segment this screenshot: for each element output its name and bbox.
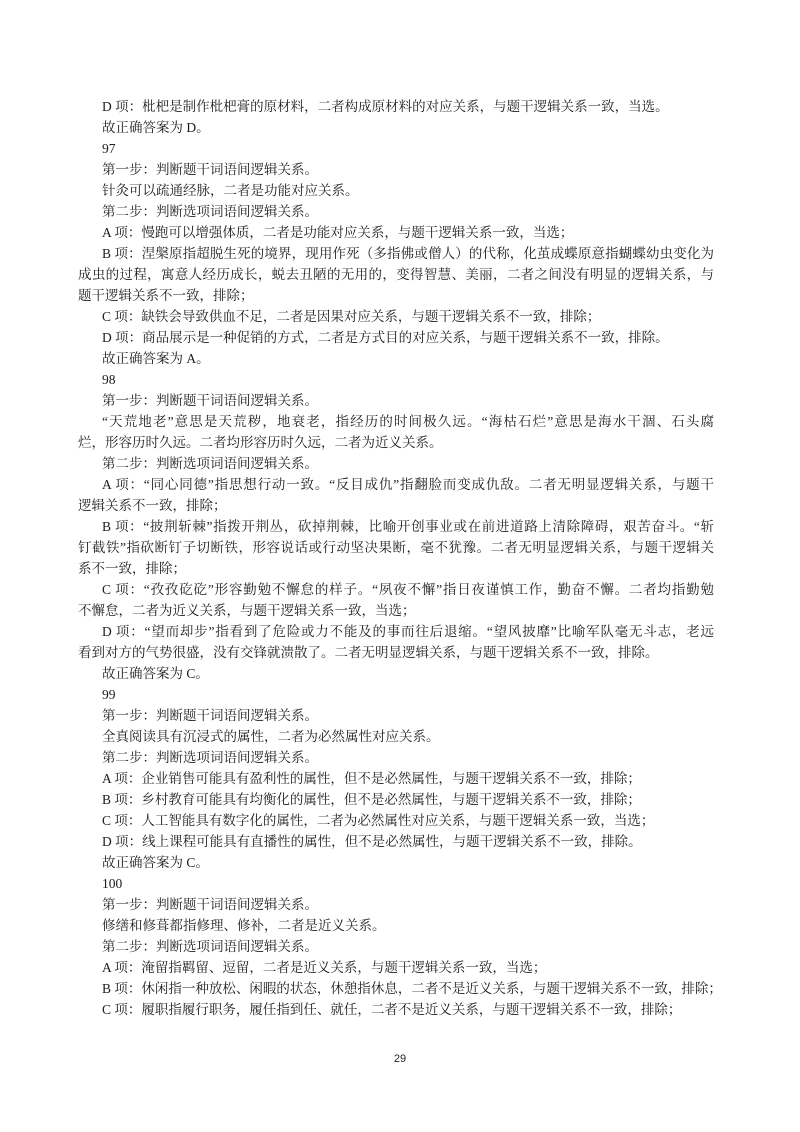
paragraph: [78, 663, 714, 684]
text-line: A 项：慢跑可以增强体质，二者是功能对应关系，与题干逻辑关系一致，当选；: [102, 225, 574, 240]
question-number: 98: [102, 372, 116, 387]
paragraph: [78, 957, 714, 978]
paragraph: [78, 96, 714, 117]
text-line: C 项：“孜孜矻矻”形容勤勉不懈怠的样子。“夙夜不懈”指日夜谨慎工作，勤奋不懈。二者均指勤勉: [102, 582, 714, 597]
text-line: 题干逻辑关系不一致，排除；: [78, 288, 254, 303]
question-block: [78, 684, 714, 873]
paragraph: [78, 117, 714, 138]
text-line: D 项：枇杷是制作枇杷膏的原材料，二者构成原材料的对应关系，与题干逻辑关系一致，当选。: [102, 99, 669, 114]
text-line: 成虫的过程，寓意人经历成长，蜕去丑陋的无用的，变得智慧、美丽，二者之间没有明显的逻辑关系，与: [78, 267, 714, 282]
text-line: 故正确答案为 A。: [102, 351, 210, 366]
paragraph: [78, 180, 714, 201]
question-number: 97: [102, 141, 116, 156]
paragraph: [78, 327, 714, 348]
text-line: B 项：涅槃原指超脱生死的境界，现用作死（多指佛或僧人）的代称，化茧成蝶原意指蝴蝶幼虫变化为: [102, 246, 714, 261]
text-line: 故正确答案为 C。: [102, 666, 209, 681]
paragraph: [78, 768, 714, 789]
paragraph: [78, 747, 714, 768]
text-line: 不懈怠，二者为近义关系，与题干逻辑关系一致，当选；: [78, 603, 416, 618]
paragraph: [78, 222, 714, 243]
text-line: C 项：缺铁会导致供血不足，二者是因果对应关系，与题干逻辑关系不一致，排除；: [102, 309, 601, 324]
text-line: C 项：人工智能具有数字化的属性，二者为必然属性对应关系，与题干逻辑关系一致，当选；: [102, 813, 655, 828]
text-line: 逻辑关系不一致，排除；: [78, 498, 227, 513]
paragraph: [78, 831, 714, 852]
text-line: 故正确答案为 C。: [102, 855, 209, 870]
text-line: 系不一致，排除；: [78, 561, 186, 576]
paragraph: [78, 852, 714, 873]
paragraph: [78, 579, 714, 621]
paragraph: [78, 390, 714, 411]
paragraph: [78, 201, 714, 222]
text-line: 看到对方的气势很盛，没有交锋就溃散了。二者无明显逻辑关系，与题干逻辑关系不一致，排除。: [78, 645, 659, 660]
text-line: B 项：休闲指一种放松、闲暇的状态，休憩指休息，二者不是近义关系，与题干逻辑关系不一致，排除；: [102, 981, 722, 996]
paragraph: [78, 306, 714, 327]
text-line: A 项：企业销售可能具有盈利性的属性，但不是必然属性，与题干逻辑关系不一致，排除；: [102, 771, 641, 786]
text-line: 第一步：判断题干词语间逻辑关系。: [102, 897, 318, 912]
text-line: 第二步：判断选项词语间逻辑关系。: [102, 204, 318, 219]
text-line: D 项：线上课程可能具有直播性的属性，但不是必然属性，与题干逻辑关系不一致，排除。: [102, 834, 642, 849]
paragraph: [78, 348, 714, 369]
text-line: 第一步：判断题干词语间逻辑关系。: [102, 393, 318, 408]
text-line: 针灸可以疏通经脉，二者是功能对应关系。: [102, 183, 359, 198]
paragraph: [78, 999, 714, 1020]
document-body: [78, 96, 722, 1020]
text-line: 第二步：判断选项词语间逻辑关系。: [102, 456, 318, 471]
text-line: A 项：淹留指羁留、逗留，二者是近义关系，与题干逻辑关系一致，当选；: [102, 960, 547, 975]
paragraph: [78, 978, 722, 999]
question-block: [78, 138, 714, 369]
text-line: 烂，形容历时久远。二者均形容历时久远，二者为近义关系。: [78, 435, 443, 450]
paragraph: [78, 159, 714, 180]
paragraph: [78, 936, 714, 957]
paragraph: [78, 621, 714, 663]
paragraph: [78, 516, 714, 579]
paragraph: [78, 411, 714, 453]
text-line: 第一步：判断题干词语间逻辑关系。: [102, 162, 318, 177]
paragraph: [78, 915, 714, 936]
question-number: 99: [102, 687, 116, 702]
question-block: [78, 369, 714, 684]
text-line: 第二步：判断选项词语间逻辑关系。: [102, 750, 318, 765]
text-line: 修缮和修葺都指修理、修补，二者是近义关系。: [102, 918, 386, 933]
paragraph: [78, 705, 714, 726]
text-line: D 项：商品展示是一种促销的方式，二者是方式目的对应关系，与题干逻辑关系不一致，排除。: [102, 330, 669, 345]
paragraph: [78, 789, 714, 810]
text-line: B 项：乡村教育可能具有均衡化的属性，但不是必然属性，与题干逻辑关系不一致，排除；: [102, 792, 641, 807]
text-line: C 项：履职指履行职务，履任指到任、就任，二者不是近义关系，与题干逻辑关系不一致，排除；: [102, 1002, 682, 1017]
page-number: 29: [393, 1053, 407, 1065]
question-block: [78, 873, 722, 1020]
text-line: B 项：“披荆斩棘”指拨开荆丛，砍掉荆棘，比喻开创事业或在前进道路上清除障碍，艰苦奋斗。“斩: [102, 519, 714, 534]
text-line: 全真阅读具有沉浸式的属性，二者为必然属性对应关系。: [102, 729, 440, 744]
text-line: 第二步：判断选项词语间逻辑关系。: [102, 939, 318, 954]
paragraph: [78, 726, 714, 747]
paragraph: [78, 474, 714, 516]
previous-question-tail: [78, 96, 714, 138]
paragraph: [78, 453, 714, 474]
paragraph: [78, 894, 714, 915]
paragraph: [78, 810, 714, 831]
question-number: 100: [102, 876, 123, 891]
text-line: 故正确答案为 D。: [102, 120, 210, 135]
paragraph: [78, 243, 714, 306]
text-line: A 项：“同心同德”指思想行动一致。“反目成仇”指翻脸而变成仇敌。二者无明显逻辑关系，与题干: [102, 477, 714, 492]
text-line: “天荒地老”意思是天荒秽，地衰老，指经历的时间极久远。“海枯石烂”意思是海水干涸、石头腐: [102, 414, 714, 429]
text-line: D 项：“望而却步”指看到了危险或力不能及的事而往后退缩。“望风披靡”比喻军队毫无斗志，老远: [102, 624, 714, 639]
text-line: 钉截铁”指砍断钉子切断铁，形容说话或行动坚决果断，毫不犹豫。二者无明显逻辑关系，与题干逻辑关: [78, 540, 714, 555]
text-line: 第一步：判断题干词语间逻辑关系。: [102, 708, 318, 723]
